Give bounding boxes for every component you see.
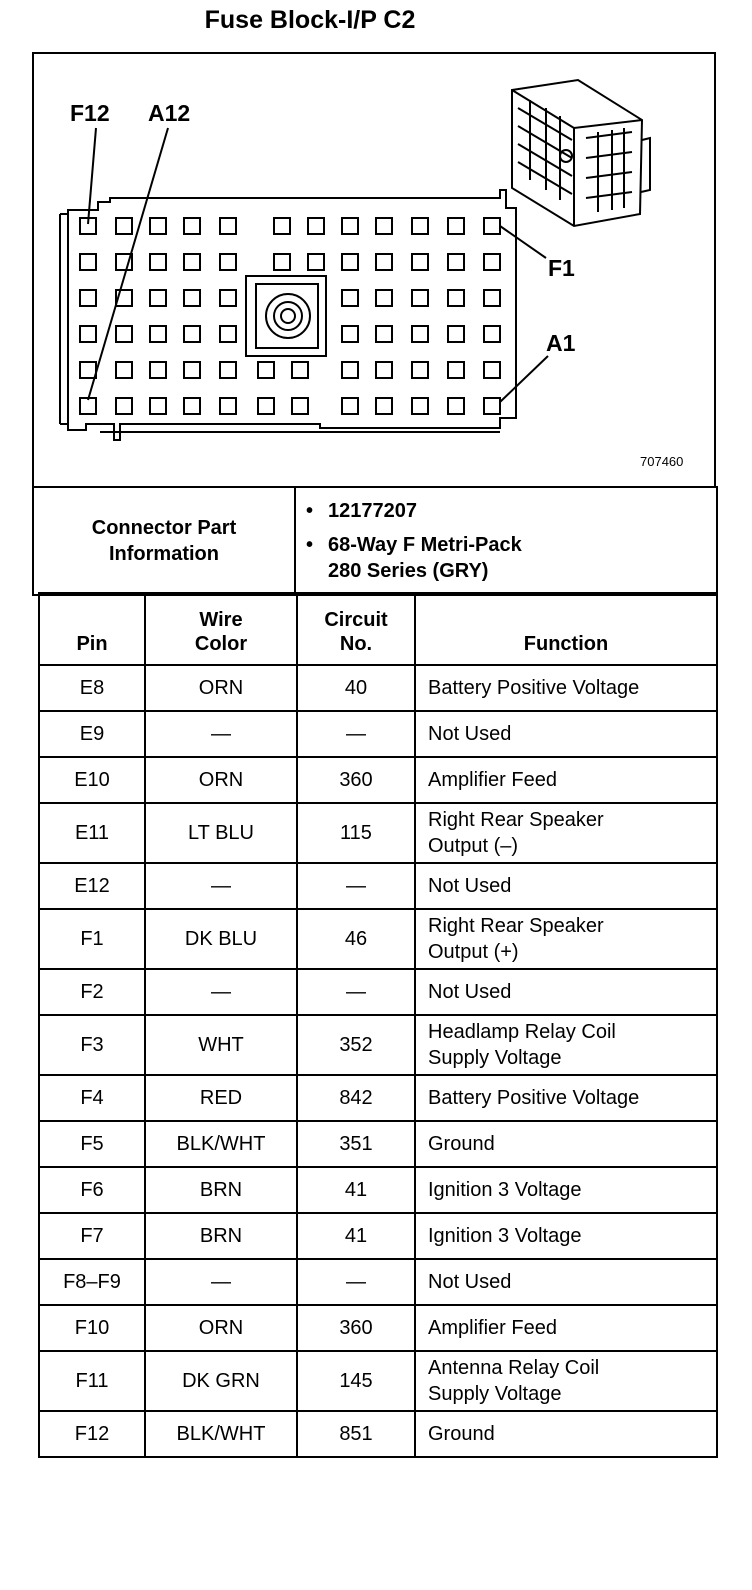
terminal-cavity <box>376 362 392 378</box>
terminal-cavity <box>116 398 132 414</box>
pinout-row <box>39 1121 717 1167</box>
terminal-cavity <box>484 398 500 414</box>
circuit-no-cell: 360 <box>297 1305 415 1351</box>
pin-cell: F12 <box>39 1411 145 1457</box>
pinout-row <box>39 969 717 1015</box>
terminal-cavity <box>342 254 358 270</box>
terminal-cavity <box>80 254 96 270</box>
connector-info-values <box>295 487 717 595</box>
connector-diagram <box>0 0 752 486</box>
terminal-cavity <box>412 254 428 270</box>
terminal-cavity <box>484 218 500 234</box>
terminal-cavity <box>448 326 464 342</box>
terminal-cavity <box>116 326 132 342</box>
terminal-cavity <box>342 398 358 414</box>
terminal-cavity <box>220 362 236 378</box>
wire-color-cell: WHT <box>145 1015 297 1075</box>
circuit-no-cell: 145 <box>297 1351 415 1411</box>
function-cell: Not Used <box>415 969 717 1015</box>
pin-cell: F11 <box>39 1351 145 1411</box>
connector-info-label: Connector Part Information <box>33 487 295 595</box>
pinout-row <box>39 757 717 803</box>
function-cell: Ground <box>415 1411 717 1457</box>
pin-cell: F2 <box>39 969 145 1015</box>
circuit-no-cell: 842 <box>297 1075 415 1121</box>
circuit-no-cell: — <box>297 1259 415 1305</box>
terminal-cavity <box>80 326 96 342</box>
circuit-no-cell: — <box>297 711 415 757</box>
wire-color-cell: — <box>145 969 297 1015</box>
terminal-cavity <box>376 326 392 342</box>
label-f12: F12 <box>70 100 110 126</box>
terminal-cavity <box>150 362 166 378</box>
function-cell: Battery Positive Voltage <box>415 665 717 711</box>
circuit-no-cell: 360 <box>297 757 415 803</box>
terminal-cavity <box>376 290 392 306</box>
terminal-cavity <box>342 290 358 306</box>
wire-color-cell: — <box>145 1259 297 1305</box>
function-cell: Antenna Relay Coil Supply Voltage <box>415 1351 717 1411</box>
pin-cell: F5 <box>39 1121 145 1167</box>
pinout-row <box>39 803 717 863</box>
function-cell: Headlamp Relay Coil Supply Voltage <box>415 1015 717 1075</box>
pin-cell: F1 <box>39 909 145 969</box>
wire-color-cell: RED <box>145 1075 297 1121</box>
wire-color-cell: — <box>145 863 297 909</box>
terminal-cavity <box>342 326 358 342</box>
circuit-no-cell: — <box>297 969 415 1015</box>
terminal-cavity <box>116 218 132 234</box>
wire-color-cell: ORN <box>145 1305 297 1351</box>
wire-color-cell: ORN <box>145 665 297 711</box>
function-cell: Not Used <box>415 863 717 909</box>
terminal-cavity <box>308 254 324 270</box>
wire-color-cell: ORN <box>145 757 297 803</box>
circuit-no-cell: 115 <box>297 803 415 863</box>
wire-color-cell: BRN <box>145 1167 297 1213</box>
circuit-no-cell: 351 <box>297 1121 415 1167</box>
terminal-cavity <box>412 290 428 306</box>
terminal-cavity <box>184 254 200 270</box>
terminal-cavity <box>184 290 200 306</box>
pin-cell: E8 <box>39 665 145 711</box>
terminal-cavity <box>150 254 166 270</box>
function-cell: Ignition 3 Voltage <box>415 1167 717 1213</box>
terminal-cavity <box>184 218 200 234</box>
circuit-no-cell: 851 <box>297 1411 415 1457</box>
terminal-cavity <box>484 254 500 270</box>
terminal-cavity <box>184 398 200 414</box>
terminal-cavity <box>448 398 464 414</box>
pinout-row <box>39 1075 717 1121</box>
pinout-row <box>39 909 717 969</box>
terminal-cavity <box>220 254 236 270</box>
pinout-row <box>39 863 717 909</box>
terminal-cavity <box>292 362 308 378</box>
pin-cell: F3 <box>39 1015 145 1075</box>
wire-color-cell: DK GRN <box>145 1351 297 1411</box>
header-wire-color: Wire Color <box>145 593 297 665</box>
label-a1: A1 <box>546 330 576 356</box>
terminal-cavity <box>274 254 290 270</box>
terminal-cavity <box>412 326 428 342</box>
terminal-cavity <box>376 398 392 414</box>
pin-cell: E11 <box>39 803 145 863</box>
terminal-cavity <box>184 362 200 378</box>
terminal-cavity <box>484 290 500 306</box>
terminal-cavity <box>376 218 392 234</box>
pinout-row <box>39 1259 717 1305</box>
pinout-row <box>39 665 717 711</box>
circuit-no-cell: — <box>297 863 415 909</box>
circuit-no-cell: 352 <box>297 1015 415 1075</box>
pin-cell: F7 <box>39 1213 145 1259</box>
function-cell: Ground <box>415 1121 717 1167</box>
function-cell: Right Rear Speaker Output (–) <box>415 803 717 863</box>
connector-info-item: • 68-Way F Metri-Pack <box>306 534 522 556</box>
terminal-cavity <box>184 326 200 342</box>
connector-info-item: • 12177207 <box>306 500 417 522</box>
pinout-header-row <box>39 593 717 665</box>
pinout-row <box>39 1167 717 1213</box>
terminal-cavity <box>308 218 324 234</box>
pin-cell: F8–F9 <box>39 1259 145 1305</box>
terminal-cavity <box>448 290 464 306</box>
terminal-cavity <box>80 290 96 306</box>
a1-leader <box>500 356 548 402</box>
wire-color-cell: LT BLU <box>145 803 297 863</box>
connector-cavities <box>80 218 500 414</box>
terminal-cavity <box>484 326 500 342</box>
terminal-cavity <box>342 218 358 234</box>
circuit-no-cell: 46 <box>297 909 415 969</box>
circuit-no-cell: 40 <box>297 665 415 711</box>
header-pin: Pin <box>39 593 145 665</box>
terminal-cavity <box>412 218 428 234</box>
terminal-cavity <box>376 254 392 270</box>
pinout-row <box>39 1015 717 1075</box>
terminal-cavity <box>80 398 96 414</box>
connector-3d-icon <box>512 80 650 226</box>
wire-color-cell: DK BLU <box>145 909 297 969</box>
terminal-cavity <box>342 362 358 378</box>
terminal-cavity <box>150 326 166 342</box>
terminal-cavity <box>412 398 428 414</box>
circuit-no-cell: 41 <box>297 1213 415 1259</box>
terminal-cavity <box>220 398 236 414</box>
connector-info-table <box>32 486 718 596</box>
terminal-cavity <box>258 398 274 414</box>
function-cell: Not Used <box>415 711 717 757</box>
diagram-part-number: 707460 <box>640 454 684 469</box>
connector-info-item: 280 Series (GRY) <box>328 560 489 582</box>
pin-cell: E12 <box>39 863 145 909</box>
f1-leader <box>500 226 546 258</box>
header-circuit-no: Circuit No. <box>297 593 415 665</box>
terminal-cavity <box>448 254 464 270</box>
pinout-table <box>38 592 718 1458</box>
function-cell: Amplifier Feed <box>415 757 717 803</box>
terminal-cavity <box>116 362 132 378</box>
pinout-row <box>39 711 717 757</box>
function-cell: Not Used <box>415 1259 717 1305</box>
function-cell: Ignition 3 Voltage <box>415 1213 717 1259</box>
terminal-cavity <box>150 218 166 234</box>
function-cell: Battery Positive Voltage <box>415 1075 717 1121</box>
wire-color-cell: — <box>145 711 297 757</box>
label-a12: A12 <box>148 100 191 126</box>
terminal-cavity <box>220 290 236 306</box>
pinout-row <box>39 1305 717 1351</box>
function-cell: Right Rear Speaker Output (+) <box>415 909 717 969</box>
terminal-cavity <box>484 362 500 378</box>
terminal-cavity <box>150 398 166 414</box>
terminal-cavity <box>292 398 308 414</box>
circuit-no-cell: 41 <box>297 1167 415 1213</box>
pin-cell: E9 <box>39 711 145 757</box>
page-title: Fuse Block-I/P C2 <box>204 6 416 34</box>
center-jack <box>246 276 326 356</box>
terminal-cavity <box>412 362 428 378</box>
wire-color-cell: BLK/WHT <box>145 1121 297 1167</box>
pinout-row <box>39 1411 717 1457</box>
wire-color-cell: BRN <box>145 1213 297 1259</box>
terminal-cavity <box>80 362 96 378</box>
wire-color-cell: BLK/WHT <box>145 1411 297 1457</box>
pin-cell: F10 <box>39 1305 145 1351</box>
pin-cell: F4 <box>39 1075 145 1121</box>
terminal-cavity <box>258 362 274 378</box>
terminal-cavity <box>220 326 236 342</box>
pinout-row <box>39 1213 717 1259</box>
terminal-cavity <box>448 218 464 234</box>
a12-leader <box>88 128 168 400</box>
terminal-cavity <box>274 218 290 234</box>
pinout-row <box>39 1351 717 1411</box>
function-cell: Amplifier Feed <box>415 1305 717 1351</box>
pin-cell: E10 <box>39 757 145 803</box>
label-f1: F1 <box>548 255 575 281</box>
terminal-cavity <box>220 218 236 234</box>
terminal-cavity <box>448 362 464 378</box>
pin-cell: F6 <box>39 1167 145 1213</box>
terminal-cavity <box>150 290 166 306</box>
header-function: Function <box>415 593 717 665</box>
